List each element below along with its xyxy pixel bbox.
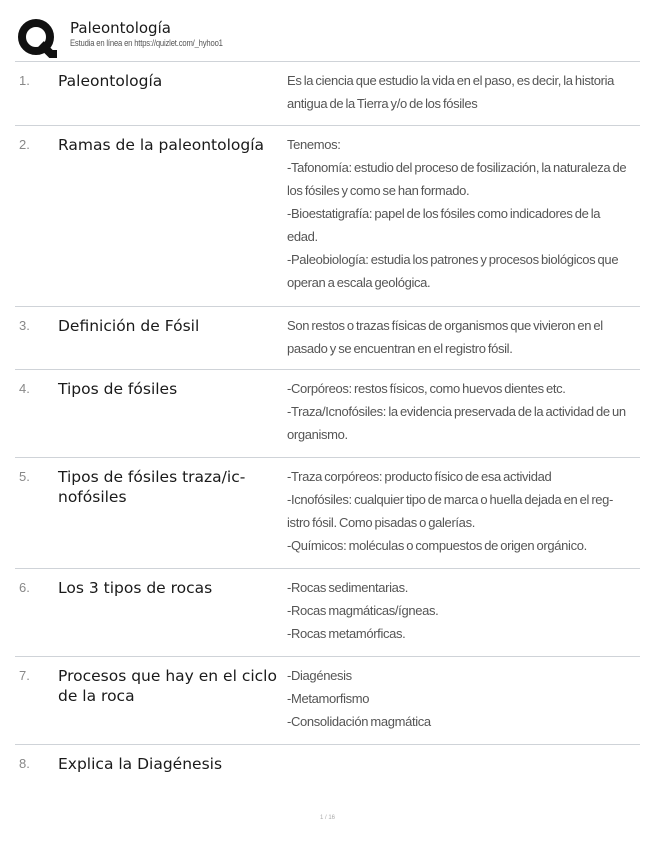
definition-line: -Químicos: moléculas o compuestos de origen orgánico.	[287, 538, 587, 553]
definition-line: istro fósil. Como pisadas o galerías.	[287, 515, 475, 530]
definition-line: pasado y se encuentran en el registro fósil.	[287, 341, 513, 356]
card-number: 3.	[19, 318, 30, 333]
definition-line: -Traza/Icnofósiles: la evidencia preservada de la actividad de un	[287, 404, 626, 419]
definition-line: edad.	[287, 229, 318, 244]
definition-line: -Corpóreos: restos físicos, como huevos dientes etc.	[287, 381, 566, 396]
card-definition	[287, 314, 640, 360]
term-line: de la roca	[58, 687, 135, 705]
flashcard	[15, 126, 640, 307]
definition-line: Es la ciencia que estudio la vida en el paso, es decir, la historia	[287, 73, 615, 88]
card-term: Ramas de la paleontología	[58, 136, 265, 154]
quizlet-logo-icon	[17, 18, 59, 58]
card-term	[58, 465, 287, 559]
card-term: Paleontología	[58, 72, 163, 90]
definition-line: -Traza corpóreos: producto físico de esa actividad	[287, 469, 552, 484]
page-subtitle: Estudia en línea en https://quizlet.com/_hyhoo1	[70, 38, 223, 48]
flashcard	[15, 458, 640, 569]
card-number: 6.	[19, 580, 30, 595]
definition-line: -Icnofósiles: cualquier tipo de marca o huella dejada en el reg-	[287, 492, 614, 507]
card-definition	[287, 69, 640, 116]
definition-line: -Rocas magmáticas/ígneas.	[287, 603, 439, 618]
definition-line: organismo.	[287, 427, 348, 442]
card-number: 1.	[19, 73, 30, 88]
definition-line: Tenemos:	[287, 137, 341, 152]
card-definition	[287, 377, 640, 448]
definition-line: -Rocas metamórficas.	[287, 626, 406, 641]
page-header	[17, 18, 250, 58]
card-number: 2.	[19, 137, 30, 152]
page-number: 1 / 16	[319, 815, 335, 821]
definition-line: -Tafonomía: estudio del proceso de fosilización, la naturaleza de	[287, 160, 627, 175]
flashcard	[15, 657, 640, 745]
card-term: Tipos de fósiles	[58, 380, 178, 398]
definition-line: antigua de la Tierra y/o de los fósiles	[287, 96, 478, 111]
definition-line: -Metamorfismo	[287, 691, 370, 706]
card-term: Los 3 tipos de rocas	[58, 579, 213, 597]
card-number: 8.	[19, 756, 30, 771]
definition-line: -Diagénesis	[287, 668, 352, 683]
flashcard	[15, 307, 640, 370]
card-definition	[287, 752, 640, 776]
flashcard	[15, 569, 640, 657]
page-title: Paleontología	[70, 19, 171, 37]
card-definition	[287, 465, 640, 559]
card-term: Definición de Fósil	[58, 317, 200, 335]
definition-line: Son restos o trazas físicas de organismos que vivieron en el	[287, 318, 603, 333]
card-number: 5.	[19, 469, 30, 484]
flashcard-list	[15, 62, 640, 785]
card-number: 7.	[19, 668, 30, 683]
flashcard	[15, 745, 640, 785]
card-definition	[287, 133, 640, 297]
card-term: Explica la Diagénesis	[58, 755, 223, 773]
definition-line: -Bioestatigrafía: papel de los fósiles como indicadores de la	[287, 206, 601, 221]
flashcard	[15, 62, 640, 126]
flashcard	[15, 370, 640, 458]
definition-line: -Paleobiología: estudia los patrones y procesos biológicos que	[287, 252, 619, 267]
card-definition	[287, 664, 640, 735]
term-line: Procesos que hay en el ciclo	[58, 667, 277, 685]
definition-line: -Consolidación magmática	[287, 714, 431, 729]
card-number: 4.	[19, 381, 30, 396]
term-line: nofósiles	[58, 488, 127, 506]
term-line: Tipos de fósiles traza/ic-	[58, 468, 246, 486]
card-definition	[287, 576, 640, 647]
definition-line: los fósiles y como se han formado.	[287, 183, 470, 198]
definition-line: -Rocas sedimentarias.	[287, 580, 408, 595]
definition-line: operan a escala geológica.	[287, 275, 431, 290]
card-term	[58, 664, 287, 735]
